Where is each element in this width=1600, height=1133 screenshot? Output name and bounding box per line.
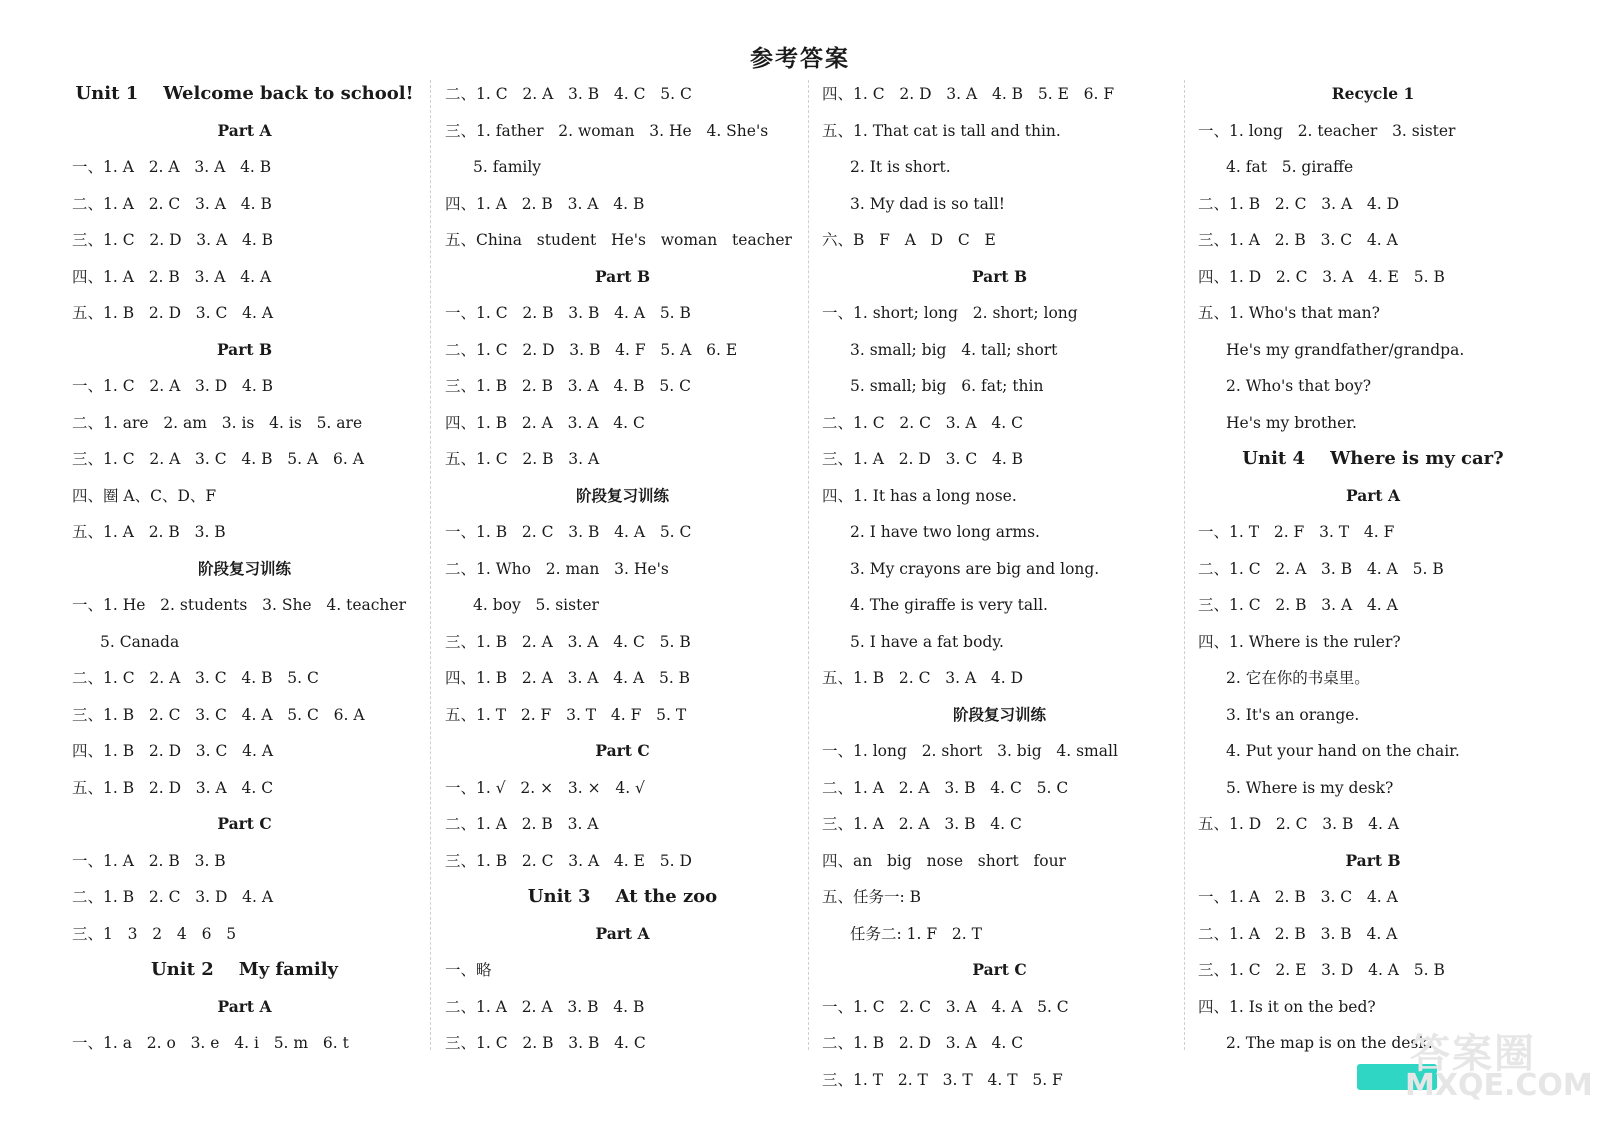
answer-line: 四、1. C 2. D 3. A 4. B 5. E 6. F <box>822 85 1115 103</box>
part-heading: Part B <box>1345 850 1401 870</box>
answer-line: 三、1 3 2 4 6 5 <box>72 924 237 943</box>
answer-line: He's my grandfather/grandpa. <box>1226 340 1465 359</box>
unit-heading: Unit 4 Where is my car? <box>1242 448 1504 469</box>
answer-line: 四、1. A 2. B 3. A 4. B <box>445 194 645 213</box>
answer-line: 3. My dad is so tall! <box>850 194 1005 213</box>
part-heading: Part A <box>217 996 272 1016</box>
answer-line: 二、1. C 2. A 3. B 4. A 5. B <box>1198 559 1444 578</box>
answer-line: 四、1. B 2. D 3. C 4. A <box>72 742 274 760</box>
answer-line: 五、1. That cat is tall and thin. <box>822 121 1061 140</box>
unit-heading: Unit 2 My family <box>150 959 339 980</box>
answer-line: He's my brother. <box>1226 413 1357 432</box>
answer-line: 三、1. C 2. B 3. B 4. C <box>445 1034 646 1052</box>
answer-line: 一、1. √ 2. × 3. × 4. √ <box>445 778 645 797</box>
part-heading: Part C <box>972 960 1027 979</box>
answer-line: 一、1. A 2. B 3. B <box>72 851 226 870</box>
answer-line: 3. My crayons are big and long. <box>850 559 1100 578</box>
answer-line: 四、1. B 2. A 3. A 4. C <box>445 413 645 432</box>
unit-heading: Unit 3 At the zoo <box>527 886 718 907</box>
answer-column-2 <box>445 76 800 1062</box>
answer-line: 五、1. T 2. F 3. T 4. F 5. T <box>445 705 687 724</box>
answer-line: 三、1. B 2. A 3. A 4. C 5. B <box>445 632 691 651</box>
review-heading: 阶段复习训练 <box>952 704 1046 724</box>
answer-line: 二、1. A 2. A 3. B 4. C 5. C <box>822 778 1069 797</box>
answer-line: 三、1. A 2. A 3. B 4. C <box>822 815 1022 833</box>
answer-line: 2. The map is on the desk. <box>1226 1034 1433 1052</box>
answer-line: 五、1. B 2. D 3. C 4. A <box>72 304 274 322</box>
answer-line: 二、1. C 2. D 3. B 4. F 5. A 6. E <box>445 340 738 359</box>
answer-line: 二、1. A 2. A 3. B 4. B <box>445 997 645 1016</box>
answer-line: 三、1. A 2. B 3. C 4. A <box>1198 231 1398 249</box>
answer-line: 三、1. C 2. E 3. D 4. A 5. B <box>1198 961 1445 979</box>
answer-line: 五、1. C 2. B 3. A <box>445 450 600 468</box>
answer-line: 2. 它在你的书桌里。 <box>1226 669 1370 687</box>
answer-line: 二、1. B 2. C 3. D 4. A <box>72 888 274 906</box>
answer-line: 五、1. A 2. B 3. B <box>72 523 226 541</box>
answer-line: 3. small; big 4. tall; short <box>850 340 1058 359</box>
answer-line: 任务二: 1. F 2. T <box>850 924 982 943</box>
answer-line: 五、任务一: B <box>822 888 922 906</box>
answer-line: 一、1. C 2. A 3. D 4. B <box>72 377 274 395</box>
answer-line: 三、1. T 2. T 3. T 4. T 5. F <box>822 1070 1063 1089</box>
review-heading: 阶段复习训练 <box>575 485 669 505</box>
column-divider <box>430 80 431 1050</box>
part-heading: Part B <box>594 266 651 286</box>
answer-line: 二、1. Who 2. man 3. He's <box>445 559 669 578</box>
part-heading: Part B <box>971 266 1028 286</box>
answer-line: 二、1. C 2. A 3. B 4. C 5. C <box>445 85 692 103</box>
answer-line: 三、1. C 2. D 3. A 4. B <box>72 231 274 249</box>
answer-column-3 <box>822 76 1177 1098</box>
answer-line: 四、1. Is it on the bed? <box>1198 997 1376 1016</box>
part-heading: Part A <box>595 923 650 943</box>
answer-line: 4. fat 5. giraffe <box>1226 158 1354 176</box>
unit-heading: Unit 1 Welcome back to school! <box>75 83 414 104</box>
answer-line: 四、1. Where is the ruler? <box>1198 632 1401 651</box>
answer-line: 四、an big nose short four <box>822 851 1066 870</box>
answer-line: 二、1. B 2. D 3. A 4. C <box>822 1034 1024 1052</box>
answer-line: 5. Canada <box>100 632 180 651</box>
answer-line: 三、1. B 2. C 3. C 4. A 5. C 6. A <box>72 705 365 724</box>
answer-line: 三、1. B 2. B 3. A 4. B 5. C <box>445 377 691 395</box>
answer-line: 二、1. C 2. C 3. A 4. C <box>822 413 1023 432</box>
answer-line: 四、1. A 2. B 3. A 4. A <box>72 267 272 286</box>
answer-line: 一、1. B 2. C 3. B 4. A 5. C <box>445 523 692 541</box>
answer-line: 4. The giraffe is very tall. <box>850 596 1048 614</box>
answer-line: 二、1. A 2. B 3. B 4. A <box>1198 924 1398 943</box>
page-title: 参考答案 <box>750 45 850 72</box>
answer-line: 四、圈 A、C、D、F <box>72 486 217 505</box>
answer-line: 五、1. D 2. C 3. B 4. A <box>1198 815 1400 833</box>
answer-line: 二、1. are 2. am 3. is 4. is 5. are <box>72 413 363 432</box>
column-divider <box>1184 80 1185 1050</box>
part-heading: Part A <box>1345 485 1401 505</box>
answer-line: 5. family <box>473 158 542 176</box>
part-heading: Part C <box>217 814 272 833</box>
answer-line: 5. Where is my desk? <box>1226 778 1394 797</box>
answer-line: 一、1. He 2. students 3. She 4. teacher <box>72 596 406 614</box>
answer-line: 三、1. C 2. A 3. C 4. B 5. A 6. A <box>72 450 364 468</box>
answer-line: 一、略 <box>445 961 492 979</box>
answer-line: 2. I have two long arms. <box>850 523 1040 541</box>
answer-line: 三、1. father 2. woman 3. He 4. She's <box>445 121 769 140</box>
answer-column-1 <box>72 76 417 1062</box>
answer-line: 四、1. D 2. C 3. A 4. E 5. B <box>1198 267 1445 286</box>
answer-line: 三、1. C 2. B 3. A 4. A <box>1198 596 1398 614</box>
answer-line: 四、1. B 2. A 3. A 4. A 5. B <box>445 669 691 687</box>
answer-line: 五、1. Who's that man? <box>1198 304 1380 322</box>
answer-line: 4. Put your hand on the chair. <box>1226 742 1460 760</box>
answer-line: 一、1. short; long 2. short; long <box>822 304 1078 322</box>
answer-line: 一、1. C 2. B 3. B 4. A 5. B <box>445 304 691 322</box>
column-divider <box>808 80 809 1050</box>
answer-column-4 <box>1198 76 1548 1062</box>
answer-line: 一、1. T 2. F 3. T 4. F <box>1198 523 1395 541</box>
answer-line: 五、1. B 2. C 3. A 4. D <box>822 669 1024 687</box>
part-heading: Part A <box>217 120 272 140</box>
answer-line: 三、1. B 2. C 3. A 4. E 5. D <box>445 851 692 870</box>
answer-line: 五、1. B 2. D 3. A 4. C <box>72 778 274 797</box>
answer-line: 2. It is short. <box>850 158 951 176</box>
answer-line: 5. I have a fat body. <box>850 632 1004 651</box>
answer-line: 二、1. A 2. B 3. A <box>445 815 599 833</box>
answer-line: 四、1. It has a long nose. <box>822 486 1017 505</box>
answer-line: 4. boy 5. sister <box>473 596 599 614</box>
answer-line: 2. Who's that boy? <box>1226 377 1372 395</box>
part-heading: Part B <box>216 339 273 359</box>
answer-line: 三、1. A 2. D 3. C 4. B <box>822 450 1024 468</box>
answer-line: 一、1. long 2. teacher 3. sister <box>1198 121 1456 140</box>
answer-line: 六、B F A D C E <box>822 231 996 249</box>
part-heading: Part C <box>595 741 650 760</box>
review-heading: 阶段复习训练 <box>197 558 291 578</box>
answer-line: 一、1. C 2. C 3. A 4. A 5. C <box>822 997 1069 1016</box>
part-heading: Recycle 1 <box>1331 84 1415 103</box>
answer-line: 二、1. A 2. C 3. A 4. B <box>72 194 272 213</box>
watermark-url: MXQE.COM <box>1405 1068 1593 1103</box>
answer-line: 一、1. A 2. B 3. C 4. A <box>1198 888 1398 906</box>
answer-line: 二、1. B 2. C 3. A 4. D <box>1198 194 1400 213</box>
answer-line: 5. small; big 6. fat; thin <box>850 377 1044 395</box>
answer-line: 五、China student He's woman teacher <box>445 231 792 249</box>
answer-line: 3. It's an orange. <box>1226 705 1360 724</box>
watermark-logo: 答案圈 <box>1410 1031 1536 1077</box>
answer-line: 二、1. C 2. A 3. C 4. B 5. C <box>72 669 319 687</box>
answer-line: 一、1. A 2. A 3. A 4. B <box>72 158 272 176</box>
answer-line: 一、1. long 2. short 3. big 4. small <box>822 742 1118 760</box>
answer-line: 一、1. a 2. o 3. e 4. i 5. m 6. t <box>72 1034 349 1052</box>
